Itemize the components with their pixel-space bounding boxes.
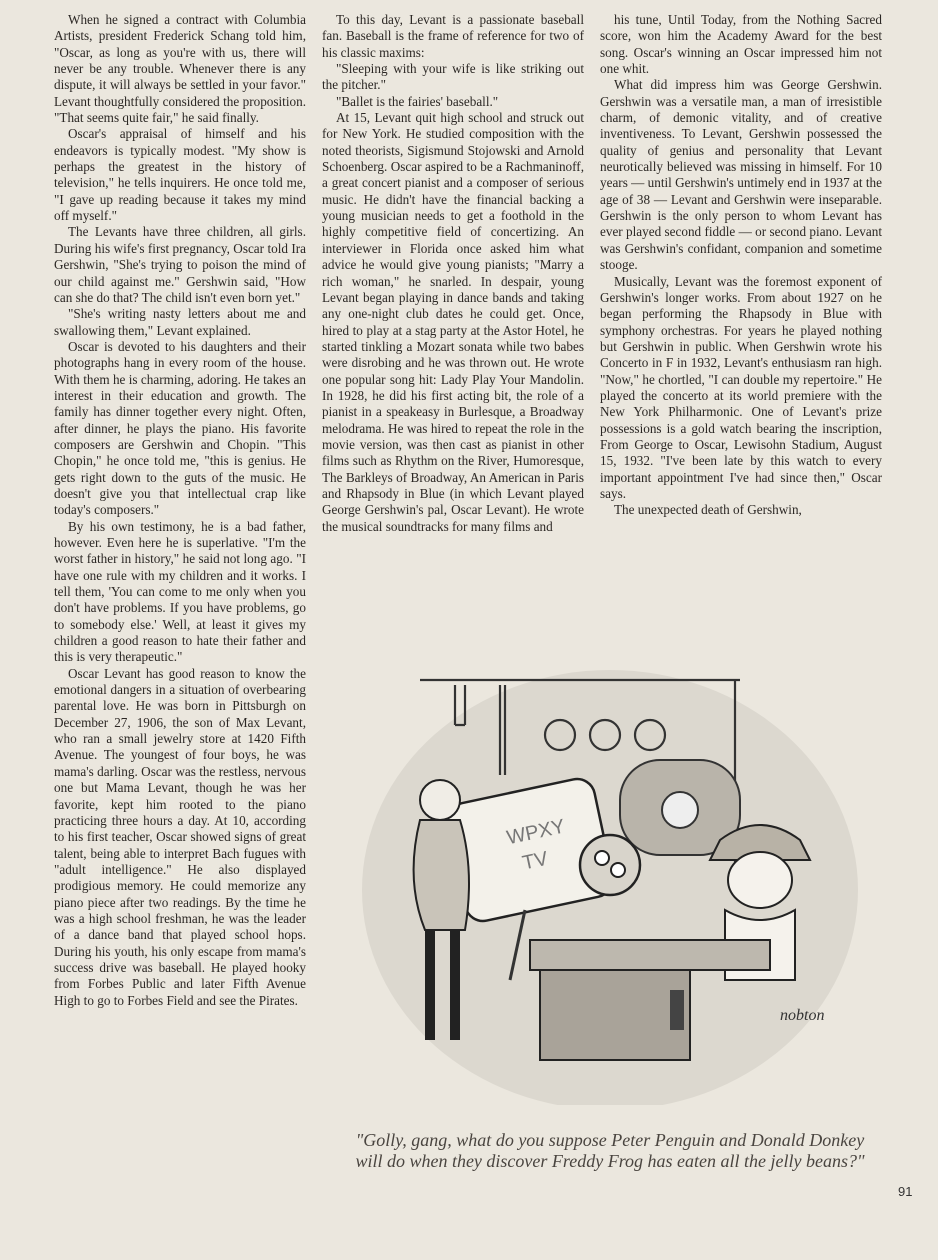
article-column-3: [600, 12, 882, 519]
paragraph: "She's writing nasty letters about me and swallowing them," Levant explained.: [54, 306, 306, 338]
paragraph: his tune, Until Today, from the Nothing Sacred score, won him the Academy Award for the best song. Oscar's winning an Oscar impressed him not one whit.: [600, 12, 882, 77]
artist-signature: nobton: [780, 1007, 825, 1024]
article-column-2: [322, 12, 584, 535]
camera-sign-call-letters: WPXY: [504, 815, 568, 850]
paragraph: Oscar is devoted to his daughters and their photographs hang in every room of the house. With them he is charming, adoring. He takes an interest in their education and growth. The family has dinner together every night. Often, after dinner, he plays the piano. His favorite composers are Gershwin and Chopin. "This Chopin," he once told me, "this is genius. He gets right down to the guts of the music. He doesn't give you that intellectual crap like today's composers.": [54, 338, 306, 518]
article-column-1: [54, 12, 306, 1009]
paragraph: The Levants have three children, all girls. During his wife's first pregnancy, Oscar told Ira Gershwin, "She's trying to poison the mind of our child against me." Gershwin said, "How can she do that? The child isn't even born yet.": [54, 224, 306, 305]
paragraph: By his own testimony, he is a bad father, however. Even here he is superlative. "I'm the worst father in history," he said not long ago. "I have one rule with my children and it works. I tell them, 'You can come to me only when you don't have problems. If you have problems, go to somebody else.' Well, at least it gives my children a good reason to hate their father and this is very therapeutic.": [54, 518, 306, 665]
paragraph: Oscar's appraisal of himself and his endeavors is typically modest. "My show is perhaps the greatest in the history of television," he tells inquirers. He once told me, "I gave up reading because it takes my mind off myself.": [54, 126, 306, 224]
cartoon-illustration: [360, 640, 860, 1105]
paragraph: When he signed a contract with Columbia Artists, president Frederick Schang told him, "Oscar, as long as you're with us, there will never be any trouble. Whenever there is any dispute, it will always be settled in your favor." Levant thoughtfully considered the proposition. "That seems quite fair," he said finally.: [54, 12, 306, 126]
paragraph: Oscar Levant has good reason to know the emotional dangers in a situation of overbearing parental love. He was born in Pittsburgh on December 27, 1906, the son of Max Levant, who ran a small jewelry store at 1420 Fifth Avenue. The youngest of four boys, he was mama's darling. Oscar was the restless, nervous one but Mama Levant, though he was her favorite, kept him rooted to the piano practicing three hours a day. At 10, according to his first teacher, Oscar showed signs of great talent, being able to interpret Bach fugues with "adult intelligence." He also displayed prodigious memory. He could memorize any piano piece after two readings. By the time he was a high school freshman, he was the leader of a dance band that played school hops. During his youth, his only escape from mama's success drive was baseball. He played hooky from Forbes Public and later Fifth Avenue High to go to Forbes Field and see the Pirates.: [54, 665, 306, 1008]
paragraph: The unexpected death of Gershwin,: [614, 502, 802, 518]
paragraph: Musically, Levant was the foremost exponent of Gershwin's longer works. From about 1927 on he began performing the Rhapsody in Blue with symphony orchestras. For years he played nothing but Gershwin in public. When Gershwin wrote his Concerto in F in 1932, Levant's enthusiasm ran high. "Now," he chortled, "I can double my repertoire." He played the concerto at its world premiere with the New York Philharmonic. One of Levant's prize possessions is a gold watch bearing the inscription, From George to Oscar, Lewisohn Stadium, August 15, 1932. "I've been late by this watch to every important appointment I've had since then," Oscar says.: [600, 273, 882, 501]
paragraph: What did impress him was George Gershwin. Gershwin was a versatile man, a man of irresistible charm, of demonic vitality, and of creative inventiveness. To Levant, Gershwin possessed the quality of genius and personality that Levant neurotically believed was missing in himself. For 10 years — until Gershwin's untimely end in 1937 at the age of 38 — Levant and Gershwin were inseparable. Gershwin is the only person to whom Levant has ever played second fiddle — or second piano. Levant was Gershwin's confidant, companion and sometime stooge.: [600, 77, 882, 273]
cartoon-caption: "Golly, gang, what do you suppose Peter Penguin and Donald Donkey will do when they discover Freddy Frog has eaten all the jelly beans?": [355, 1130, 865, 1171]
paragraph: At 15, Levant quit high school and struck out for New York. He studied composition with the noted theorists, Sigismund Stojowski and Arnold Schoenberg. Oscar aspired to be a Rachmaninoff, a great concert pianist and a composer of serious music. He didn't have the financial backing a young musician needs to get a foothold in the highly competitive field of concertizing. An interviewer in Florida once asked him what advice he would give young pianists; "Marry a rich woman," he snarled. In despair, young Levant began playing in dance bands and taking any one-night club dates he could get. Once, hired to play at a stag party at the Astor Hotel, he started tinkling a Mozart sonata while two babes were disrobing and he was thrown out. He wrote one popular song hit: Lady Play Your Mandolin. In 1928, he did his first acting bit, the role of a pianist in a speakeasy in Burlesque, a Broadway melodrama. He was hired to repeat the role in the movie version, was then cast as pianist in other films such as Rhythm on the River, Humoresque, The Barkleys of Broadway, An American in Paris and Rhapsody in Blue (in which Levant played George Gershwin's pal, Oscar Levant). He wrote the musical soundtracks for many films and: [322, 110, 584, 534]
bottle-icon: [670, 990, 684, 1030]
paragraph: "Ballet is the fairies' baseball.": [336, 93, 499, 109]
camera-sign-tv: TV: [520, 847, 551, 875]
paragraph: "Sleeping with your wife is like striking out the pitcher.": [322, 61, 584, 93]
page-number: 91: [898, 1184, 913, 1199]
paragraph: To this day, Levant is a passionate baseball fan. Baseball is the frame of reference for two of his classic maxims:: [322, 12, 584, 60]
